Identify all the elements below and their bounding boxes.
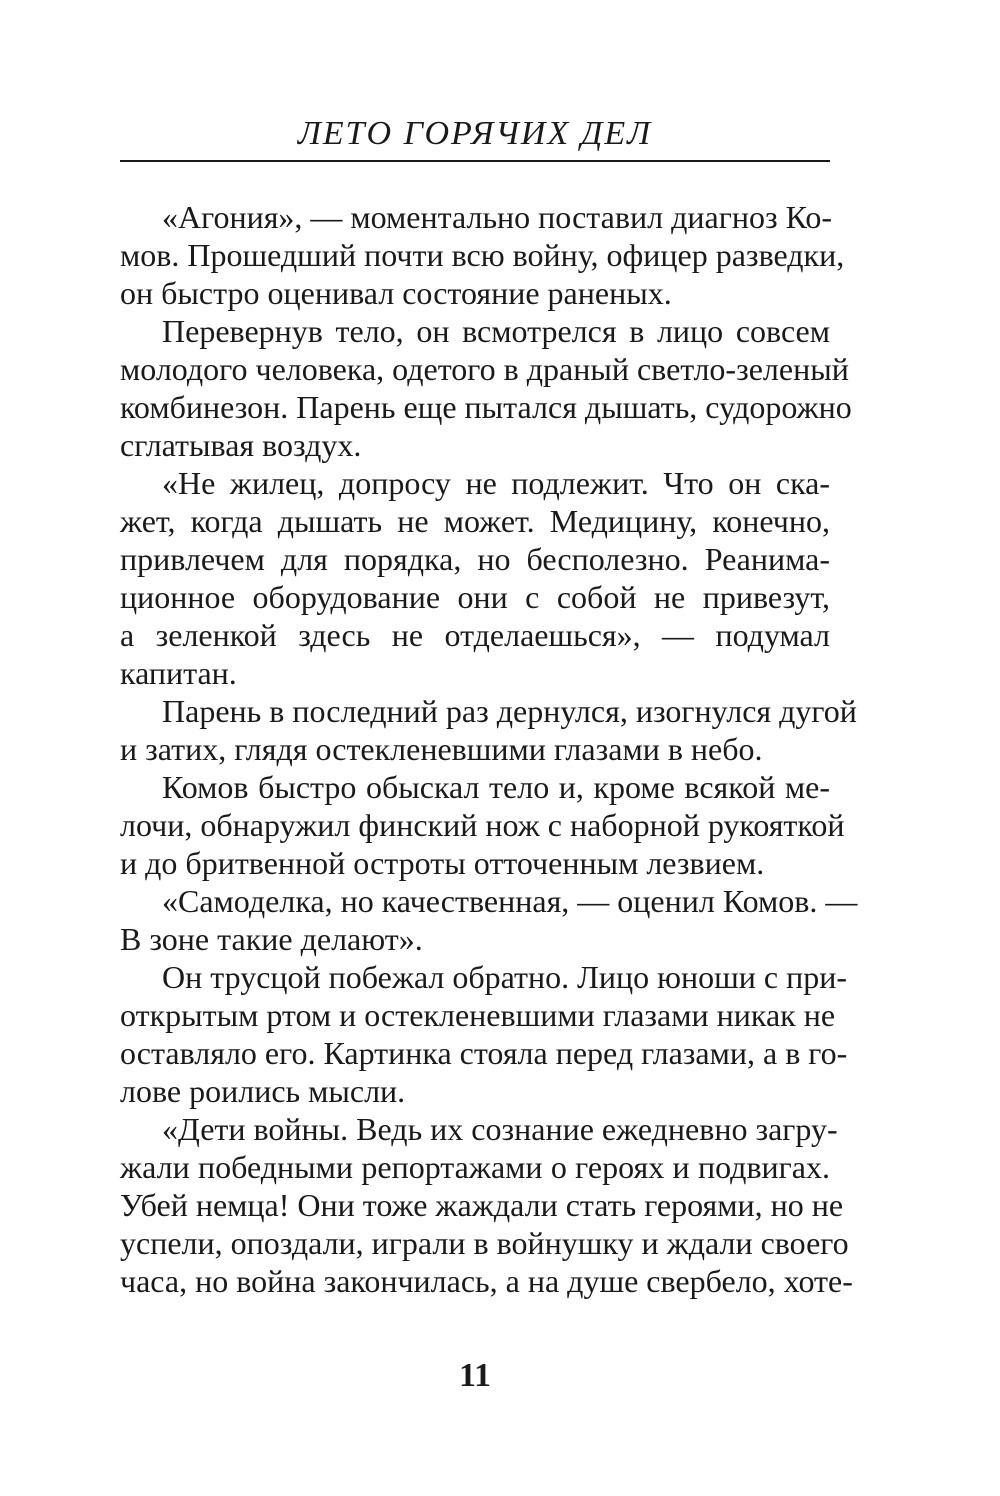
page-number: 11 <box>458 1357 492 1394</box>
body-text <box>120 198 858 1300</box>
text-line: мов. Прошедший почти всю войну, офицер разведки, <box>120 237 845 273</box>
text-line: сглатывая воздух. <box>120 427 362 463</box>
text-line: капитан. <box>120 655 237 691</box>
text-line: он быстро оценивал состояние раненых. <box>120 275 672 311</box>
text-line: а зеленкой здесь не отделаешься», — подумал <box>120 617 830 653</box>
text-line: и затих, глядя остекленевшими глазами в небо. <box>120 731 763 767</box>
text-line: жали победными репортажами о героях и подвигах. <box>120 1149 830 1185</box>
text-line: успели, опоздали, играли в войнушку и ждали своего <box>120 1225 849 1261</box>
paragraph <box>120 312 852 464</box>
paragraph <box>120 958 848 1110</box>
text-line: Он трусцой побежал обратно. Лицо юноши с при- <box>162 959 848 995</box>
text-line: Убей немца! Они тоже жаждали стать героями, но не <box>120 1187 844 1223</box>
header-rule <box>120 160 830 162</box>
paragraph <box>120 882 858 958</box>
text-line: оставляло его. Картинка стояла перед глазами, а в го- <box>120 1035 848 1071</box>
paragraph <box>120 464 830 692</box>
text-line: Комов быстро обыскал тело и, кроме всякой ме- <box>162 769 830 805</box>
text-line: открытым ртом и остекленевшими глазами никак не <box>120 997 836 1033</box>
text-line: В зоне такие делают». <box>120 921 423 957</box>
text-line: жет, когда дышать не может. Медицину, конечно, <box>120 503 830 539</box>
text-line: Перевернув тело, он всмотрелся в лицо совсем <box>162 313 830 349</box>
paragraph <box>120 198 845 312</box>
text-line: и до бритвенной остроты отточенным лезвием. <box>120 845 765 881</box>
text-line: «Дети войны. Ведь их сознание ежедневно загру- <box>162 1111 838 1147</box>
text-line: молодого человека, одетого в драный светло-зеленый <box>120 351 849 387</box>
text-line: часа, но война закончилась, а на душе свербело, хоте- <box>120 1263 853 1299</box>
text-line: лове роились мысли. <box>120 1073 406 1109</box>
paragraph <box>120 768 845 882</box>
text-line: лочи, обнаружил финский нож с наборной рукояткой <box>120 807 845 843</box>
running-head: ЛЕТО ГОРЯЧИХ ДЕЛ <box>297 115 653 152</box>
text-line: «Не жилец, допросу не подлежит. Что он ска- <box>162 465 830 501</box>
text-line: «Самоделка, но качественная, — оценил Комов. — <box>162 883 858 919</box>
paragraph <box>120 1110 853 1300</box>
text-line: Парень в последний раз дернулся, изогнулся дугой <box>162 693 857 729</box>
text-line: привлечем для порядка, но бесполезно. Реанима- <box>120 541 830 577</box>
text-line: «Агония», — моментально поставил диагноз Ко- <box>162 199 832 235</box>
text-line: ционное оборудование они с собой не привезут, <box>120 579 830 615</box>
paragraph <box>120 692 857 768</box>
text-line: комбинезон. Парень еще пытался дышать, судорожно <box>120 389 852 425</box>
